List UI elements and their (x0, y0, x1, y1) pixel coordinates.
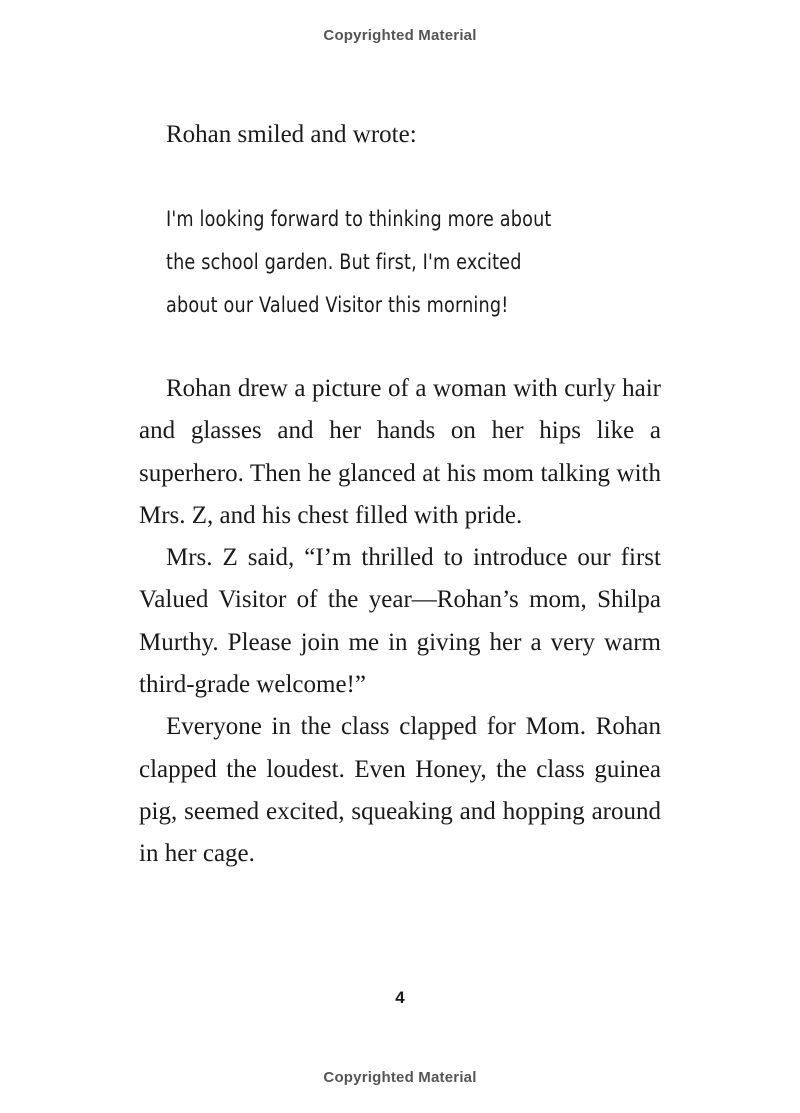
copyright-header: Copyrighted Material (323, 27, 477, 44)
page-number: 4 (395, 988, 405, 1007)
note-line: the school garden. But first, I'm excited (166, 250, 522, 274)
paragraph: Mrs. Z said, “I’m thrilled to introduce our first Valued Visitor of the year—Rohan’s mom, Shilpa Murthy. Please join me in giving her a very warm third-grade welcome!” (139, 544, 661, 699)
paragraph: Everyone in the class clapped for Mom. Rohan clapped the loudest. Even Honey, the class guinea pig, seemed excited, squeaking and hopping around in her cage. (139, 713, 661, 868)
note-line: about our Valued Visitor this morning! (166, 293, 509, 317)
note-line: I'm looking forward to thinking more about (166, 207, 552, 231)
intro-line: Rohan smiled and wrote: (166, 121, 417, 148)
copyright-footer: Copyrighted Material (323, 1069, 477, 1086)
paragraph: Rohan drew a picture of a woman with curly hair and glasses and her hands on her hips like a superhero. Then he glanced at his mom talking with Mrs. Z, and his chest filled with pride. (139, 375, 661, 529)
handwritten-note (166, 198, 552, 327)
story-text (139, 368, 661, 876)
